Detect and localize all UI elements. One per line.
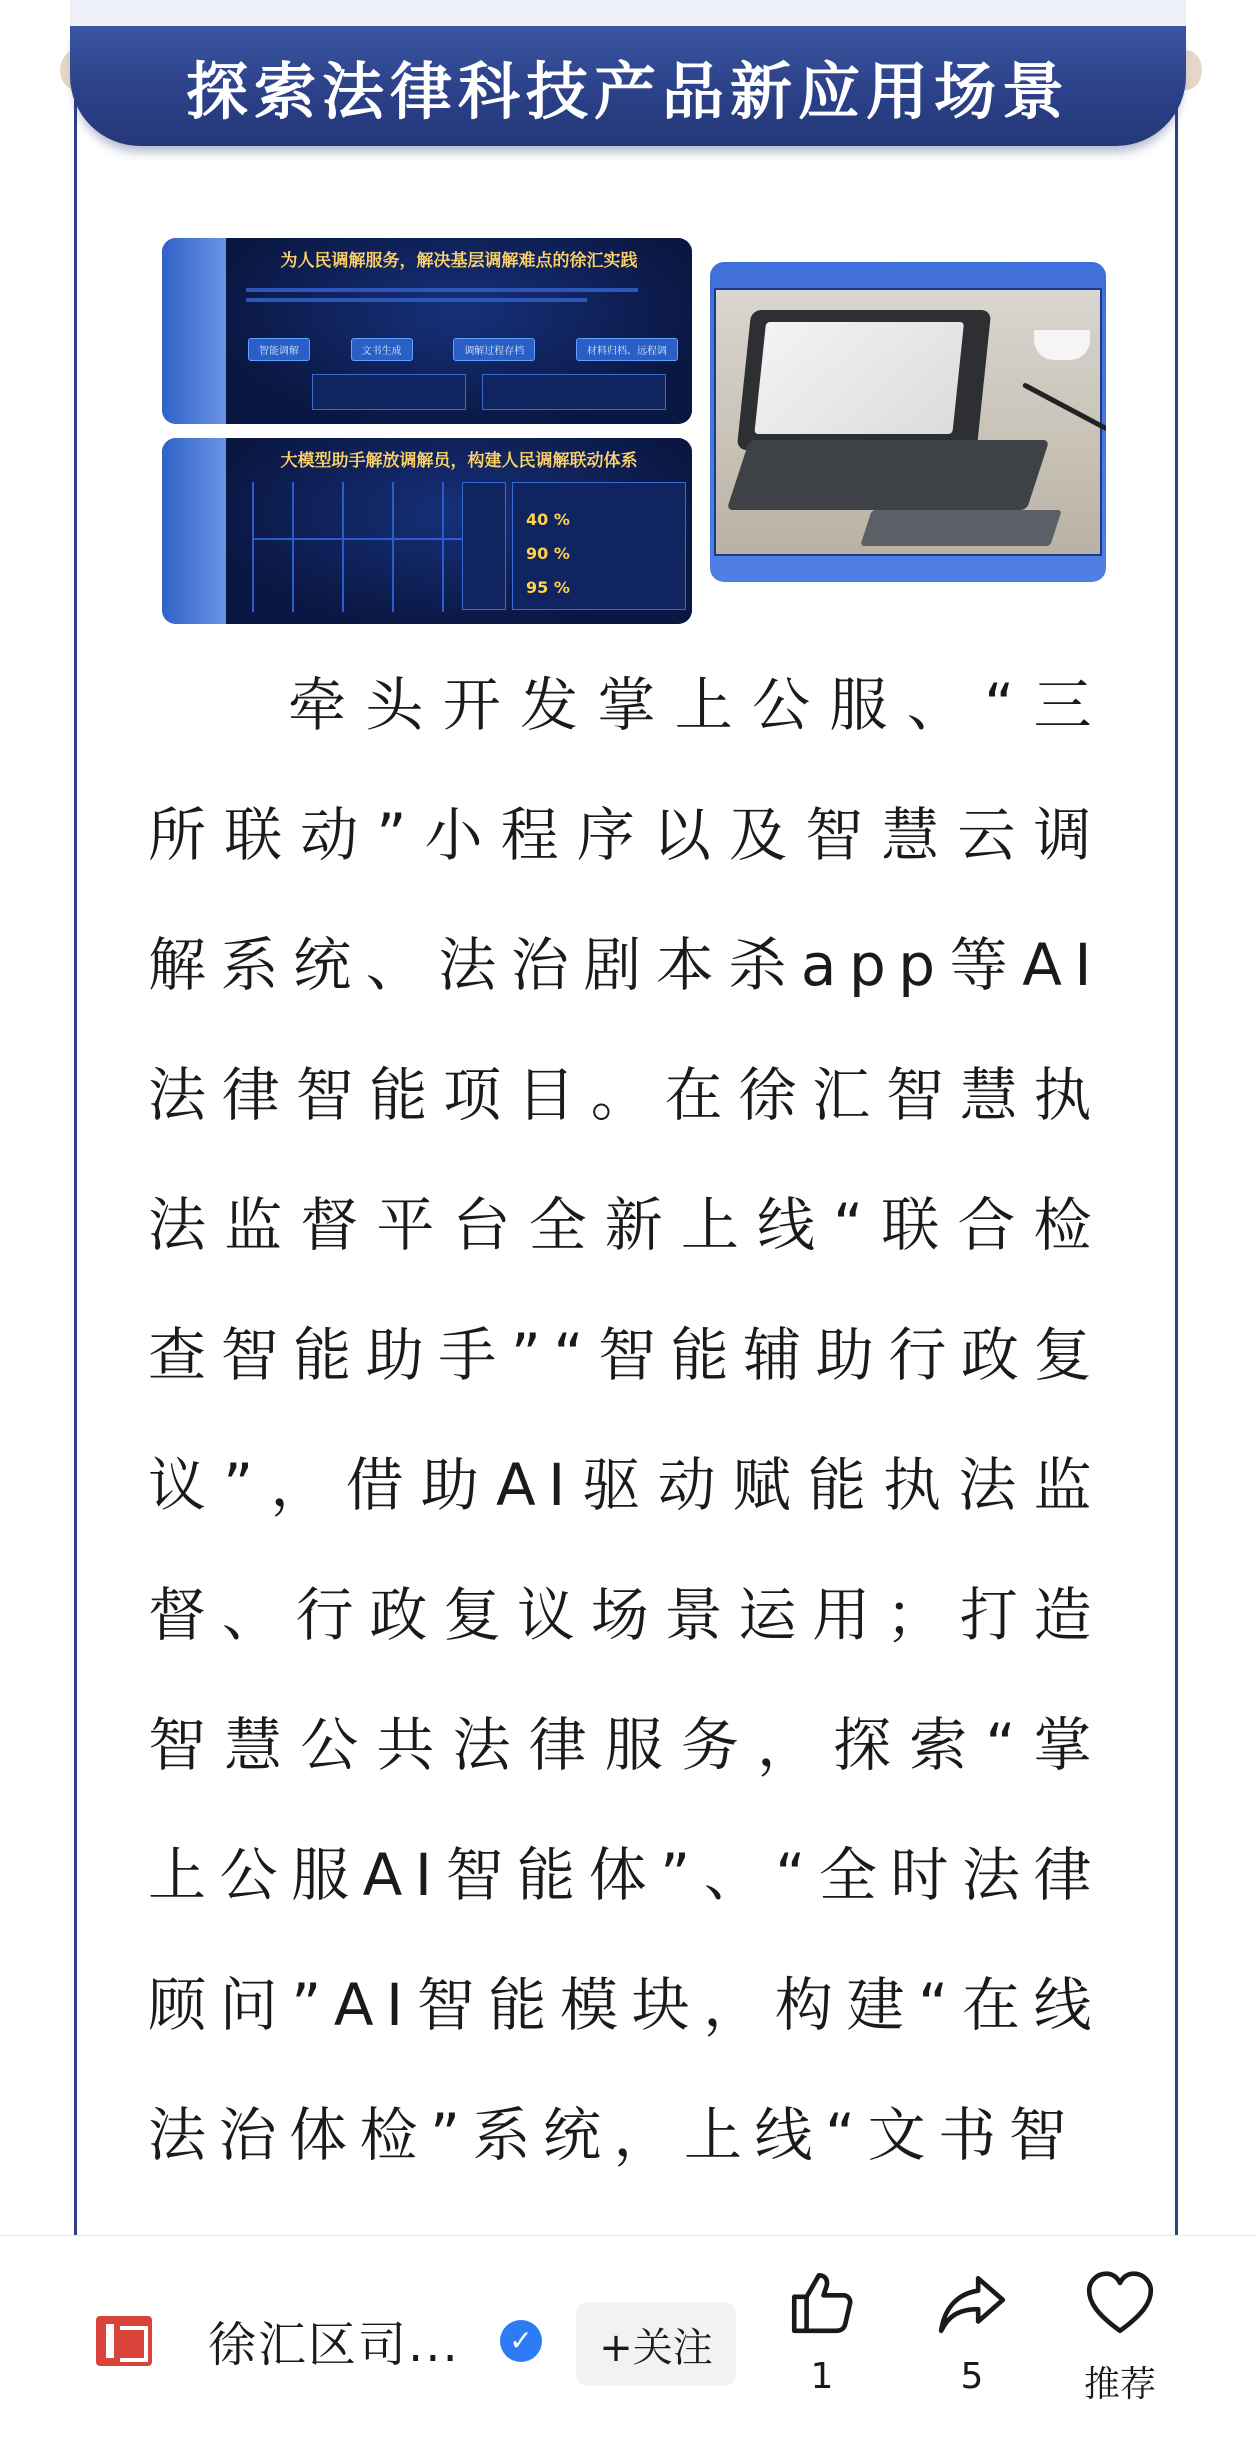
- article-paragraph: 牵头开发掌上公服、“三所联动”小程序以及智慧云调解系统、法治剧本杀app等AI法律智能项目。在徐汇智慧执法监督平台全新上线“联合检查智能助手”“智能辅助行政复议”，借助AI驱动赋能执法监督、行政复议场景运用；打造智慧公共法律服务，探索“掌上公服AI智能体”、“全时法律顾问”AI智能模块，构建“在线法治体检”系统，上线“文书智: [148, 671, 1104, 2169]
- slide-chip: 文书生成: [351, 338, 413, 361]
- slide-box: [482, 374, 666, 410]
- follow-button[interactable]: +关注: [576, 2302, 736, 2386]
- tablet-photo[interactable]: [710, 262, 1106, 582]
- slide-percent: 40 %: [526, 510, 570, 529]
- recommend-label: 推荐: [1083, 2364, 1156, 2405]
- keyboard-shape: [727, 440, 1050, 510]
- heart-icon: [1083, 2266, 1157, 2340]
- like-count: 1: [810, 2356, 834, 2397]
- thumbs-up-icon: [785, 2266, 859, 2340]
- banner-title: 探索法律科技产品新应用场景: [185, 54, 1070, 128]
- slide-percent: 90 %: [526, 544, 570, 563]
- stylus-shape: [1022, 382, 1106, 443]
- bottom-action-bar: [0, 2235, 1256, 2439]
- cup-shape: [1034, 330, 1090, 360]
- slide-top-body: [246, 282, 672, 310]
- tablet-device: [737, 310, 992, 450]
- share-button[interactable]: [912, 2266, 1032, 2426]
- slide-chip: 调解过程存档: [453, 338, 535, 361]
- slide-top-title: 为人民调解服务，解决基层调解难点的徐汇实践: [280, 251, 638, 271]
- recommend-button[interactable]: [1060, 2266, 1180, 2426]
- share-count: 5: [960, 2356, 984, 2397]
- like-button[interactable]: [762, 2266, 882, 2426]
- slide-box: [312, 374, 466, 410]
- verified-badge-icon: ✓: [500, 2320, 542, 2362]
- slide-top-chips: [248, 338, 678, 361]
- slide-percent: 95 %: [526, 578, 570, 597]
- share-arrow-icon: [935, 2266, 1009, 2340]
- slide-bottom-title: 大模型助手解放调解员，构建人民调解联动体系: [280, 451, 638, 471]
- slide-image-top[interactable]: [162, 238, 692, 424]
- slide-image-bottom[interactable]: [162, 438, 692, 624]
- slide-box: [462, 482, 506, 610]
- section-banner: [70, 26, 1186, 146]
- account-name[interactable]: 徐汇区司...: [208, 2317, 460, 2373]
- slide-chip: 智能调解: [248, 338, 310, 361]
- account-logo-icon[interactable]: [96, 2316, 152, 2366]
- slide-chip: 材料归档、远程调: [576, 338, 678, 361]
